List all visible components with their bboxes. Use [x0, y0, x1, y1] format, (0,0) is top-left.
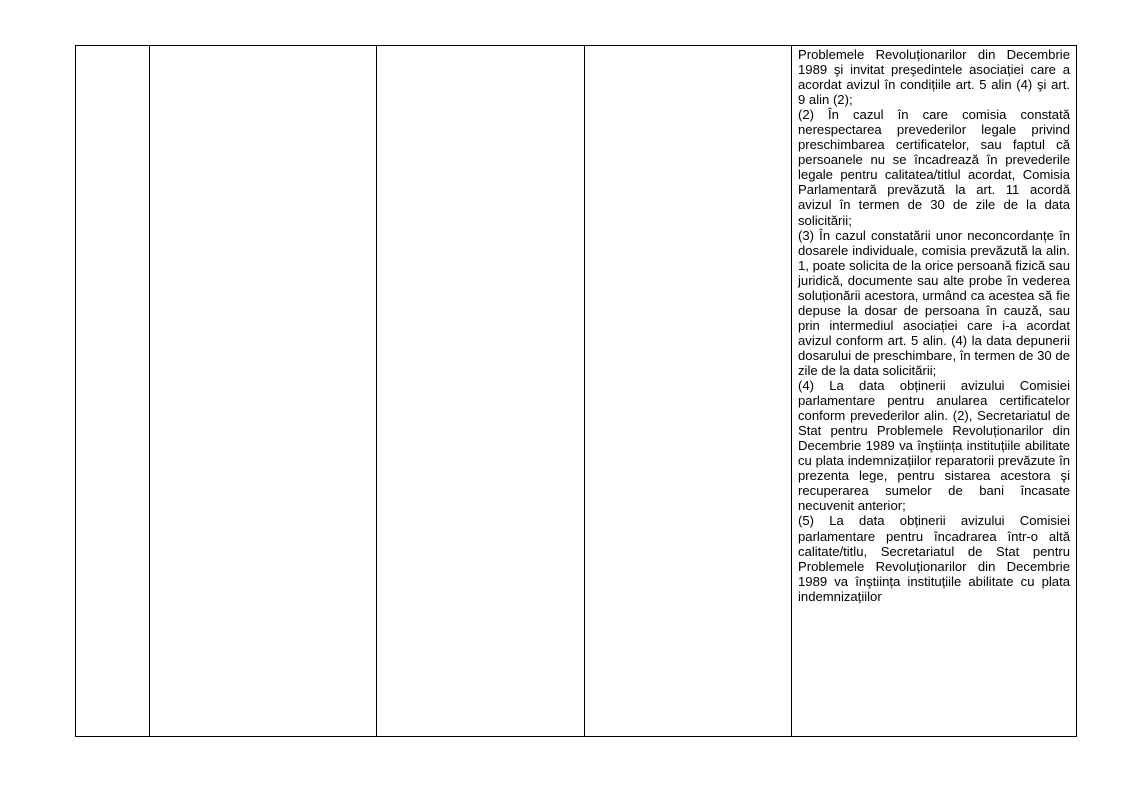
paragraph-3: (3) În cazul constatării unor neconcordanțe în dosarele individuale, comisia prevăzută la alin. 1, poate solicita de la orice persoană fizică sau juridică, documente sau alte probe în vederea soluționării acestora, urmând ca acestea să fie depuse la dosar de persoana în cauză, sau prin intermediul asociației care i-a acordat avizul conform art. 5 alin. (4) la data depunerii dosarului de preschimbare, în termen de 30 de zile de la data solicitării;	[798, 227, 1070, 378]
table-cell-col-3	[377, 46, 585, 737]
document-table	[75, 45, 1077, 737]
paragraph-4: (4) La data obținerii avizului Comisiei parlamentare pentru anularea certificatelor conform prevederilor alin. (2), Secretariatul de Stat pentru Problemele Revoluționarilor din Decembrie 1989 va înştiința instituțiile abilitate cu plata indemnizațiilor reparatorii prevăzute în prezenta lege, pentru sistarea acestora şi recuperarea sumelor de bani încasate necuvenit anterior;	[798, 378, 1070, 514]
paragraph-continuation: Problemele Revoluționarilor din Decembrie 1989 şi invitat preşedintele asociației care a acordat avizul în condițiile art. 5 alin (4) şi art. 9 alin (2);	[798, 47, 1070, 108]
paragraph-5: (5) La data obținerii avizului Comisiei parlamentare pentru încadrarea într-o altă calitate/titlu, Secretariatul de Stat pentru Problemele Revoluționarilor din Decembrie 1989 va înştiința instituțiile abilitate cu plata indemnizațiilor	[798, 513, 1070, 604]
table-cell-col-5	[792, 46, 1077, 737]
table-row	[76, 46, 1077, 737]
table-cell-col-4	[585, 46, 792, 737]
article-text	[798, 47, 1070, 604]
table-cell-col-1	[76, 46, 150, 737]
table-cell-col-2	[150, 46, 377, 737]
paragraph-2: (2) În cazul în care comisia constată nerespectarea prevederilor legale privind preschimbarea certificatelor, sau faptul că persoanele nu se încadrează în prevederile legale pentru calitatea/titlul acordat, Comisia Parlamentară prevăzută la art. 11 acordă avizul în termen de 30 de zile de la data solicitării;	[798, 107, 1070, 228]
